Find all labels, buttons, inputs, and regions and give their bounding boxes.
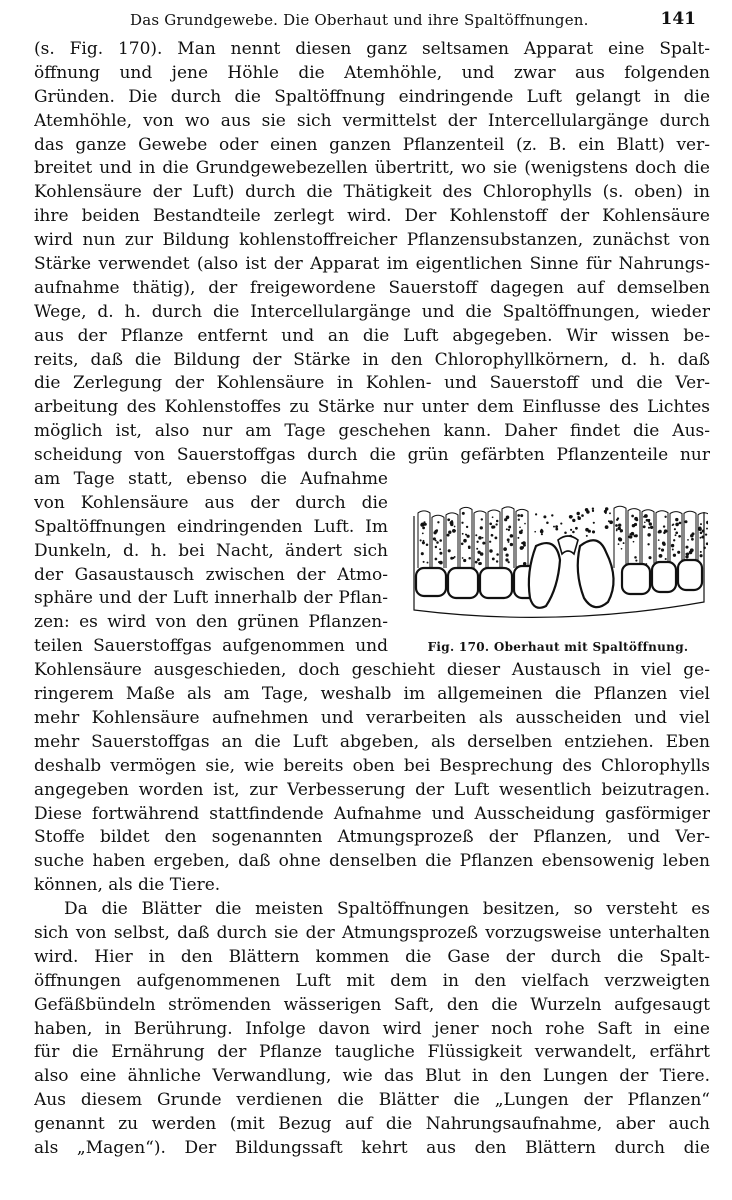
chlorophyll-grain [462,557,464,559]
text-line: Aus diesem Grunde verdienen die Blätter die „Lungen der Pflanzen“ [34,1090,710,1111]
chlorophyll-grain [631,532,635,536]
text-line: möglich ist, also nur am Tage geschehen kann. Daher findet die Aus- [34,421,710,442]
chlorophyll-grain [609,520,613,524]
chlorophyll-grain [609,512,611,514]
chlorophyll-grain [546,521,549,524]
chlorophyll-grain [572,519,575,522]
text-line: haben, in Berührung. Infolge davon wird jener noch rohe Saft in eine [34,1018,710,1039]
chlorophyll-grain [616,528,618,530]
chlorophyll-grain [635,534,638,537]
chlorophyll-grain [672,524,674,526]
chlorophyll-grain [700,532,703,535]
chlorophyll-grain [520,546,524,550]
chlorophyll-grain [648,521,650,523]
chlorophyll-grain [662,549,664,551]
chlorophyll-grain [510,543,513,546]
chlorophyll-grain [581,514,584,517]
chlorophyll-grain [631,515,634,518]
chlorophyll-grain [463,539,467,543]
text-line: als „Magen“). Der Bildungssaft kehrt aus den Blättern durch die [34,1137,710,1158]
chlorophyll-grain [658,539,660,541]
chlorophyll-grain [555,528,558,531]
chlorophyll-grain [700,523,702,525]
chlorophyll-grain [643,525,646,528]
chlorophyll-grain [433,537,436,540]
chlorophyll-grain [496,553,499,556]
text-line: teilen Sauerstoffgas aufgenommen und [34,636,388,657]
chlorophyll-grain [553,526,555,528]
palisade-cell [516,509,528,568]
chlorophyll-grain [585,528,589,532]
text-line: der Gasaustausch zwischen der Atmo- [34,564,388,585]
chlorophyll-grain [505,558,508,561]
text-line: ringerem Maße als am Tage, weshalb im allgemeinen die Pflanzen viel [34,684,710,705]
text-line: mehr Kohlensäure aufnehmen und verarbeiten als ausscheiden und viel [34,707,710,728]
chlorophyll-grain [436,529,438,531]
chlorophyll-grain [505,553,508,556]
chlorophyll-grain [489,541,491,543]
chlorophyll-grain [433,531,436,534]
chlorophyll-grain [447,534,450,537]
chlorophyll-grain [508,526,511,529]
chlorophyll-grain [675,531,678,534]
chlorophyll-grain [518,519,520,521]
chlorophyll-grain [439,548,441,550]
chlorophyll-grain [422,541,425,544]
chlorophyll-grain [477,551,480,554]
chlorophyll-grain [508,529,510,531]
text-line: Gründen. Die durch die Spaltöffnung eindringende Luft gelangt in die [34,86,710,107]
chlorophyll-grain [510,534,514,538]
chlorophyll-grain [435,546,437,548]
chlorophyll-grain [665,558,667,560]
chlorophyll-grain [570,529,572,531]
chlorophyll-grain [421,522,424,525]
chlorophyll-grain [703,547,706,550]
palisade-cell [642,510,654,568]
chlorophyll-grain [685,520,688,523]
chlorophyll-grain [575,527,578,530]
text-line: für die Ernährung der Pflanze taugliche Flüssigkeit verwandelt, erfährt [34,1042,710,1063]
chlorophyll-grain [585,508,589,512]
text-line: Spaltöffnungen eindringenden Luft. Im [34,516,388,537]
chlorophyll-grain [663,532,665,534]
text-line: die Zerlegung der Kohlensäure in Kohlen- und Sauerstoff und die Ver- [34,373,710,394]
chlorophyll-grain [671,544,674,547]
chlorophyll-grain [435,558,438,561]
chlorophyll-grain [678,535,681,538]
chlorophyll-grain [634,517,638,521]
chlorophyll-grain [494,536,497,539]
chlorophyll-grain [635,560,637,562]
chlorophyll-grain [423,561,425,563]
chlorophyll-grain [476,548,478,550]
chlorophyll-grain [450,523,453,526]
chlorophyll-grain [492,526,495,529]
chlorophyll-grain [634,523,637,526]
chlorophyll-grain [427,562,429,564]
chlorophyll-grain [480,526,483,529]
chlorophyll-grain [571,516,573,518]
chlorophyll-grain [476,541,478,543]
chlorophyll-grain [422,533,424,535]
chlorophyll-grain [521,529,523,531]
chlorophyll-grain [649,522,652,525]
text-line: Wege, d. h. durch die Intercellulargänge und die Spaltöffnungen, wieder [34,301,710,322]
chlorophyll-grain [592,510,594,512]
chlorophyll-grain [519,526,521,528]
chlorophyll-grain [701,535,704,538]
palisade-cell [614,506,626,568]
chlorophyll-grain [475,534,477,536]
chlorophyll-grain [439,561,443,565]
chlorophyll-grain [647,543,649,545]
chlorophyll-grain [663,525,665,527]
text-line: ihre beiden Bestandteile zerlegt wird. Der Kohlenstoff der Kohlensäure [34,206,710,227]
chlorophyll-grain [482,537,484,539]
chlorophyll-grain [534,531,536,533]
figure-170 [408,502,708,662]
chlorophyll-grain [685,555,688,558]
chlorophyll-grain [647,533,650,536]
chlorophyll-grain [454,556,456,558]
chlorophyll-grain [478,562,481,565]
chlorophyll-grain [462,533,464,535]
chlorophyll-grain [621,548,623,550]
chlorophyll-grain [620,529,623,532]
text-line: Atemhöhle, von wo aus sie sich vermittelst der Intercellulargänge durch [34,110,710,131]
chlorophyll-grain [706,542,708,545]
chlorophyll-grain [475,561,478,564]
chlorophyll-grain [496,560,498,562]
chlorophyll-grain [508,561,510,563]
chlorophyll-grain [702,530,705,533]
chlorophyll-grain [439,552,442,555]
chlorophyll-grain [517,537,519,539]
text-line: öffnung und jene Höhle die Atemhöhle, und zwar aus folgenden [34,62,710,83]
chlorophyll-grain [420,539,422,541]
chlorophyll-grain [462,512,465,515]
chlorophyll-grain [506,516,510,520]
chlorophyll-grain [687,539,689,541]
chlorophyll-grain [492,516,494,518]
chlorophyll-grain [465,534,467,536]
chlorophyll-grain [592,508,594,510]
text-line: genannt zu werden (mit Bezug auf die Nahrungsaufnahme, aber auch [34,1114,710,1135]
chlorophyll-grain [700,551,702,553]
chlorophyll-grain [535,513,537,515]
chlorophyll-grain [468,546,471,549]
chlorophyll-grain [491,534,493,536]
chlorophyll-grain [551,514,553,516]
chlorophyll-grain [700,554,703,557]
chlorophyll-grain [426,543,429,546]
text-line: sphäre und der Luft innerhalb der Pflan- [34,588,388,609]
chlorophyll-grain [477,558,480,561]
chlorophyll-grain [664,516,666,518]
chlorophyll-grain [604,510,607,513]
chlorophyll-grain [496,520,499,523]
text-line: das ganze Gewebe oder einen ganzen Pflanzenteil (z. B. ein Blatt) ver- [34,134,710,155]
chlorophyll-grain [675,523,679,527]
chlorophyll-grain [447,518,450,521]
chlorophyll-grain [675,534,677,536]
chlorophyll-grain [618,524,621,527]
page-header [30,6,710,36]
chlorophyll-grain [658,530,662,534]
chlorophyll-grain [555,525,558,528]
chlorophyll-grain [648,556,651,559]
chlorophyll-grain [492,557,495,560]
text-line: Stärke verwendet (also ist der Apparat im eigentlichen Sinne für Nahrungs- [34,254,710,275]
page-number: 141 [660,9,696,29]
chlorophyll-grain [461,522,463,524]
chlorophyll-grain [461,543,464,546]
chlorophyll-grain [662,542,665,545]
palisade-cell [698,513,708,568]
text-line: aus der Pflanze entfernt und an die Luft abgegeben. Wir wissen be- [34,325,710,346]
text-line: zen: es wird von den grünen Pflanzen- [34,612,388,633]
chlorophyll-grain [691,538,694,541]
chlorophyll-grain [618,543,620,545]
chlorophyll-grain [564,531,567,534]
chlorophyll-grain [698,527,702,531]
chlorophyll-grain [540,530,544,534]
chlorophyll-grain [674,528,676,530]
chlorophyll-grain [466,526,468,528]
chlorophyll-grain [592,530,595,533]
text-line: mehr Sauerstoffgas an die Luft abgeben, als derselben entziehen. Eben [34,731,710,752]
chlorophyll-grain [685,546,688,549]
chlorophyll-grain [648,527,650,529]
text-line: wird nun zur Bildung kohlenstoffreicher Pflanzensubstanzen, zunächst von [34,230,710,251]
text-line: können, als die Tiere. [34,875,221,896]
running-head: Das Grundgewebe. Die Oberhaut und ihre Spaltöffnungen. [130,11,589,29]
chlorophyll-grain [522,541,526,545]
chlorophyll-grain [690,548,694,552]
text-line: reits, daß die Bildung der Stärke in den Chlorophyllkörnern, d. h. daß [34,349,710,370]
chlorophyll-grain [508,541,510,543]
chlorophyll-grain [422,527,425,530]
figure-caption: Fig. 170. Oberhaut mit Spaltöffnung. [427,640,689,654]
text-line: öffnungen aufgenommenen Luft mit dem in den vielfach verzweigten [34,970,710,991]
chlorophyll-grain [706,528,708,530]
chlorophyll-grain [463,559,466,562]
chlorophyll-grain [517,514,520,517]
chlorophyll-grain [543,515,546,518]
text-line: am Tage statt, ebenso die Aufnahme [34,469,388,490]
chlorophyll-grain [520,514,523,517]
chlorophyll-grain [421,552,424,555]
chlorophyll-grain [593,522,595,524]
chlorophyll-grain [633,541,635,543]
chlorophyll-grain [672,549,674,551]
chlorophyll-grain [507,538,510,541]
text-line: arbeitung des Kohlenstoffes zu Stärke nur unter dem Einflusse des Lichtes [34,397,710,418]
chlorophyll-grain [482,542,485,545]
chlorophyll-grain [700,537,702,539]
text-line: Da die Blätter die meisten Spaltöffnungen besitzen, so versteht es [64,899,710,920]
chlorophyll-grain [478,536,482,540]
chlorophyll-grain [616,519,618,521]
chlorophyll-grain [439,539,442,542]
text-line: sich von selbst, daß durch sie der Atmungsprozeß vorzugsweise unterhalten [34,922,710,943]
text-line: von Kohlensäure aus der durch die [34,492,388,513]
text-line: wird. Hier in den Blättern kommen die Gase der durch die Spalt- [34,946,710,967]
chlorophyll-grain [524,523,526,525]
chlorophyll-grain [495,523,497,525]
chlorophyll-grain [677,551,680,554]
chlorophyll-grain [454,526,456,528]
chlorophyll-grain [576,512,579,515]
chlorophyll-grain [506,528,508,530]
chlorophyll-grain [673,539,675,541]
text-line: also eine ähnliche Verwandlung, wie das Blut in den Lungen der Tiere. [34,1066,710,1087]
palisade-cell [418,511,430,568]
text-line: Kohlensäure ausgeschieden, doch geschieht dieser Austausch in viel ge- [34,660,710,681]
text-line: deshalb vermögen sie, wie bereits oben bei Besprechung des Chlorophylls [34,755,710,776]
text-line: scheidung von Sauerstoffgas durch die grün gefärbten Pflanzenteile nur [34,445,710,466]
chlorophyll-grain [503,547,507,551]
chlorophyll-grain [560,523,562,525]
chlorophyll-grain [658,547,660,549]
chlorophyll-grain [586,535,588,537]
chlorophyll-grain [643,516,645,518]
chlorophyll-grain [605,525,609,529]
chlorophyll-grain [468,557,471,560]
chlorophyll-grain [644,521,646,523]
chlorophyll-grain [679,522,682,525]
chlorophyll-grain [448,531,451,534]
chlorophyll-grain [481,518,483,520]
text-line: aufnahme thätig), der freigewordene Sauerstoff dagegen auf demselben [34,277,710,298]
text-line [34,1161,710,1185]
chlorophyll-grain [615,524,618,527]
chlorophyll-grain [436,541,439,544]
stomata-cross-section-illustration [408,502,708,642]
text-line: suche haben ergeben, daß ohne denselben die Pflanzen ebensowenig leben [34,851,710,872]
chlorophyll-grain [659,554,663,558]
chlorophyll-grain [577,516,579,518]
chlorophyll-grain [650,526,653,529]
chlorophyll-grain [618,537,622,541]
chlorophyll-grain [448,549,451,552]
chlorophyll-grain [437,521,439,523]
chlorophyll-grain [690,534,694,538]
chlorophyll-grain [454,530,456,532]
chlorophyll-grain [541,533,543,535]
chlorophyll-grain [489,522,492,525]
text-line: (s. Fig. 170). Man nennt diesen ganz seltsamen Apparat eine Spalt- [34,39,710,59]
chlorophyll-grain [572,531,575,534]
chlorophyll-grain [705,533,707,535]
text-line: breitet und in die Grundgewebezellen übertritt, wo sie (wenigstens doch die [34,158,710,179]
chlorophyll-grain [628,535,631,538]
text-line: Kohlensäure der Luft) durch die Thätigkeit des Chlorophylls (s. oben) in [34,182,710,203]
text-line: Gefäßbündeln strömenden wässerigen Saft, den die Wurzeln aufgesaugt [34,994,710,1015]
text-line: Stoffe bildet den sogenannten Atmungsprozeß der Pflanzen, und Ver- [34,827,710,848]
chlorophyll-grain [489,549,492,552]
chlorophyll-grain [634,556,637,559]
chlorophyll-grain [673,554,676,557]
chlorophyll-grain [623,542,625,544]
chlorophyll-grain [675,518,678,521]
text-line: Dunkeln, d. h. bei Nacht, ändert sich [34,540,388,561]
text-line: Diese fortwährend stattfindende Aufnahme und Ausscheidung gasförmiger [34,803,710,824]
chlorophyll-grain [706,521,708,524]
text-line: angegeben worden ist, zur Verbesserung der Luft wesentlich beizutragen. [34,779,710,800]
chlorophyll-grain [451,521,453,523]
